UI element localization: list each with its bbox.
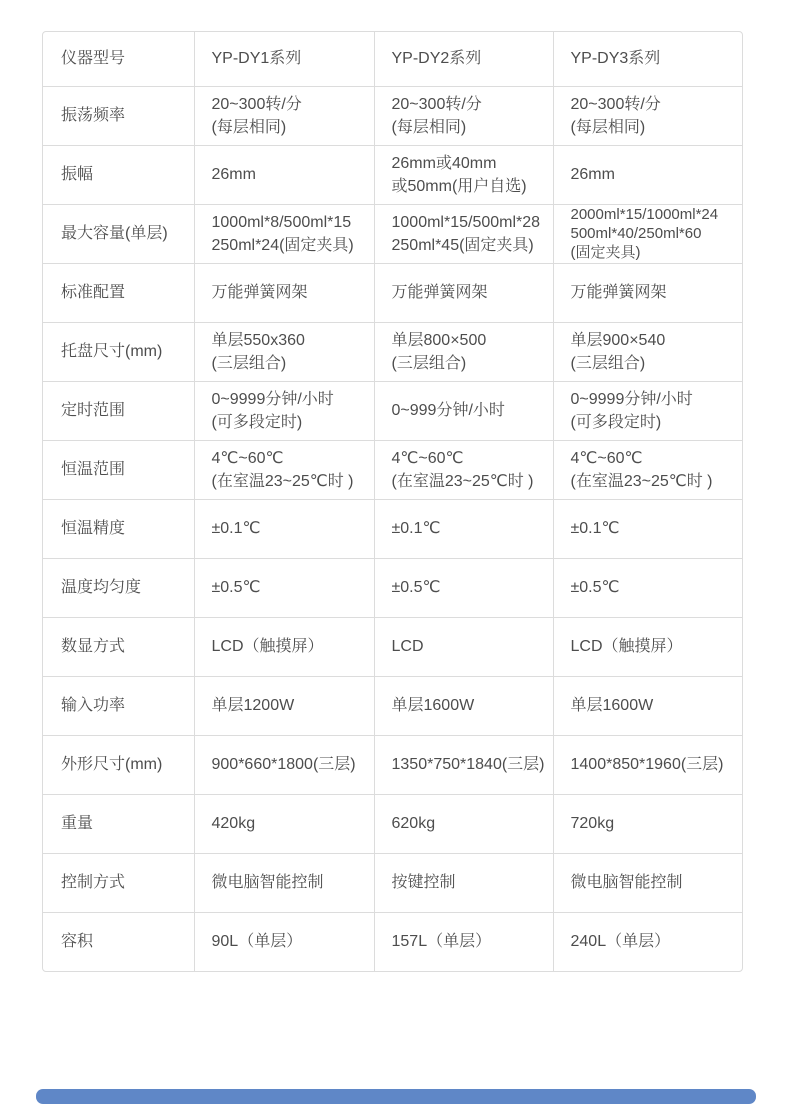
- cell-line: 万能弹簧网架: [570, 284, 667, 301]
- spec-cell: [553, 676, 742, 735]
- cell-line: 万能弹簧网架: [211, 284, 308, 301]
- spec-cell: [374, 263, 553, 322]
- spec-cell: [553, 735, 742, 794]
- table-row: [43, 32, 742, 86]
- spec-cell: [194, 440, 374, 499]
- cell-line: YP-DY3系列: [570, 50, 661, 68]
- cell-line: 1000ml*8/500ml*15: [211, 213, 352, 231]
- row-label: 容积: [43, 912, 194, 971]
- cell-line: (在室温23~25℃时 ): [211, 472, 354, 490]
- spec-cell: [194, 86, 374, 145]
- row-label: 恒温范围: [43, 440, 194, 499]
- spec-cell: [553, 853, 742, 912]
- spec-cell: [553, 86, 742, 145]
- spec-cell: [194, 322, 374, 381]
- cell-line: 1350*750*1840(三层): [391, 756, 545, 773]
- table-row: [43, 499, 742, 558]
- cell-line: 20~300转/分: [391, 95, 482, 113]
- spec-cell: [553, 499, 742, 558]
- cell-line: 0~999分钟/小时: [391, 402, 505, 419]
- spec-cell: [553, 381, 742, 440]
- spec-cell: [553, 145, 742, 204]
- spec-cell: [374, 499, 553, 558]
- cell-line: (固定夹具): [570, 244, 641, 261]
- cell-line: LCD（触摸屏）: [211, 638, 324, 655]
- spec-cell: [374, 558, 553, 617]
- cell-line: 2000ml*15/1000ml*24: [570, 206, 719, 223]
- spec-cell: [194, 617, 374, 676]
- row-label: 恒温精度: [43, 499, 194, 558]
- table-row: [43, 381, 742, 440]
- spec-cell: [553, 32, 742, 86]
- table-row: [43, 145, 742, 204]
- table-row: [43, 204, 742, 263]
- cell-line: 1400*850*1960(三层): [570, 756, 724, 773]
- spec-cell: [374, 32, 553, 86]
- table-row: [43, 263, 742, 322]
- spec-cell: [194, 381, 374, 440]
- spec-cell: [194, 263, 374, 322]
- table-row: [43, 735, 742, 794]
- cell-line: 0~9999分钟/小时: [570, 390, 693, 408]
- row-label: 振幅: [43, 145, 194, 204]
- cell-line: (在室温23~25℃时 ): [391, 472, 534, 490]
- cell-line: 500ml*40/250ml*60: [570, 225, 702, 242]
- spec-cell: [374, 381, 553, 440]
- spec-cell: [553, 558, 742, 617]
- cell-line: YP-DY2系列: [391, 50, 482, 68]
- cell-line: 微电脑智能控制: [211, 874, 324, 891]
- row-label: 重量: [43, 794, 194, 853]
- cell-line: 单层800×500: [391, 331, 487, 349]
- spec-table-frame: [42, 31, 743, 972]
- cell-line: 4℃~60℃: [391, 449, 464, 467]
- cell-line: ±0.5℃: [391, 579, 441, 596]
- spec-cell: [194, 558, 374, 617]
- cell-line: ±0.1℃: [211, 520, 261, 537]
- cell-line: 0~9999分钟/小时: [211, 390, 334, 408]
- cell-line: 20~300转/分: [570, 95, 661, 113]
- cell-line: 单层1600W: [391, 697, 475, 714]
- cell-line: 240L（单层）: [570, 933, 671, 951]
- cell-line: 按键控制: [391, 874, 456, 891]
- table-row: [43, 794, 742, 853]
- cell-line: (可多段定时): [211, 413, 303, 431]
- cell-line: 620kg: [391, 815, 436, 832]
- row-label: 标准配置: [43, 263, 194, 322]
- cell-line: ±0.5℃: [211, 579, 261, 596]
- table-row: [43, 322, 742, 381]
- cell-line: (三层组合): [570, 354, 646, 372]
- spec-cell: [553, 440, 742, 499]
- spec-cell: [194, 912, 374, 971]
- cell-line: 720kg: [570, 815, 615, 832]
- spec-cell: [374, 617, 553, 676]
- cell-line: 250ml*24(固定夹具): [211, 236, 354, 254]
- spec-cell: [374, 145, 553, 204]
- spec-cell: [374, 794, 553, 853]
- bottom-scrollbar[interactable]: [36, 1089, 756, 1104]
- cell-line: 26mm或40mm: [391, 154, 497, 172]
- row-label: 定时范围: [43, 381, 194, 440]
- spec-cell: [374, 204, 553, 263]
- table-row: [43, 617, 742, 676]
- cell-line: 微电脑智能控制: [570, 874, 683, 891]
- spec-cell: [553, 794, 742, 853]
- cell-line: ±0.1℃: [570, 520, 620, 537]
- cell-line: LCD: [391, 638, 424, 655]
- cell-line: 250ml*45(固定夹具): [391, 236, 534, 254]
- spec-cell: [374, 853, 553, 912]
- spec-cell: [553, 263, 742, 322]
- spec-cell: [194, 794, 374, 853]
- cell-line: 1000ml*15/500ml*28: [391, 213, 541, 231]
- cell-line: 90L（单层）: [211, 933, 303, 951]
- table-row: [43, 558, 742, 617]
- table-row: [43, 676, 742, 735]
- row-label: 输入功率: [43, 676, 194, 735]
- cell-line: 26mm: [211, 166, 256, 183]
- row-label: 最大容量(单层): [43, 204, 194, 263]
- cell-line: 900*660*1800(三层): [211, 756, 356, 773]
- table-row: [43, 853, 742, 912]
- spec-cell: [374, 676, 553, 735]
- cell-line: 20~300转/分: [211, 95, 302, 113]
- table-row: [43, 86, 742, 145]
- row-label: 振荡频率: [43, 86, 194, 145]
- cell-line: LCD（触摸屏）: [570, 638, 683, 655]
- spec-cell: [194, 853, 374, 912]
- spec-cell: [194, 32, 374, 86]
- row-label: 托盘尺寸(mm): [43, 322, 194, 381]
- table-row: [43, 440, 742, 499]
- cell-line: 万能弹簧网架: [391, 284, 488, 301]
- cell-line: YP-DY1系列: [211, 50, 302, 68]
- spec-cell: [374, 86, 553, 145]
- spec-cell: [194, 735, 374, 794]
- cell-line: 26mm: [570, 166, 615, 183]
- cell-line: (每层相同): [391, 118, 467, 136]
- spec-cell: [374, 322, 553, 381]
- cell-line: (可多段定时): [570, 413, 662, 431]
- spec-cell: [553, 204, 742, 263]
- spec-cell: [553, 322, 742, 381]
- cell-line: 4℃~60℃: [211, 449, 284, 467]
- cell-line: 4℃~60℃: [570, 449, 643, 467]
- row-label: 数显方式: [43, 617, 194, 676]
- spec-table: [43, 32, 742, 971]
- table-row: [43, 912, 742, 971]
- row-label: 外形尺寸(mm): [43, 735, 194, 794]
- cell-line: 单层1200W: [211, 697, 295, 714]
- cell-line: (每层相同): [211, 118, 287, 136]
- spec-cell: [194, 145, 374, 204]
- cell-line: 单层900×540: [570, 331, 666, 349]
- spec-table-body: [43, 32, 742, 971]
- cell-line: ±0.1℃: [391, 520, 441, 537]
- spec-cell: [553, 912, 742, 971]
- spec-cell: [374, 735, 553, 794]
- cell-line: (三层组合): [211, 354, 287, 372]
- cell-line: (三层组合): [391, 354, 467, 372]
- cell-line: (在室温23~25℃时 ): [570, 472, 713, 490]
- spec-cell: [194, 204, 374, 263]
- spec-cell: [194, 499, 374, 558]
- cell-line: 157L（单层）: [391, 933, 492, 951]
- cell-line: (每层相同): [570, 118, 646, 136]
- cell-line: 420kg: [211, 815, 256, 832]
- cell-line: 单层550x360: [211, 331, 305, 349]
- spec-cell: [194, 676, 374, 735]
- cell-line: 或50mm(用户自选): [391, 177, 527, 195]
- row-label: 温度均匀度: [43, 558, 194, 617]
- spec-cell: [374, 912, 553, 971]
- row-label: 控制方式: [43, 853, 194, 912]
- spec-cell: [374, 440, 553, 499]
- row-label: 仪器型号: [43, 32, 194, 86]
- cell-line: ±0.5℃: [570, 579, 620, 596]
- spec-cell: [553, 617, 742, 676]
- cell-line: 单层1600W: [570, 697, 654, 714]
